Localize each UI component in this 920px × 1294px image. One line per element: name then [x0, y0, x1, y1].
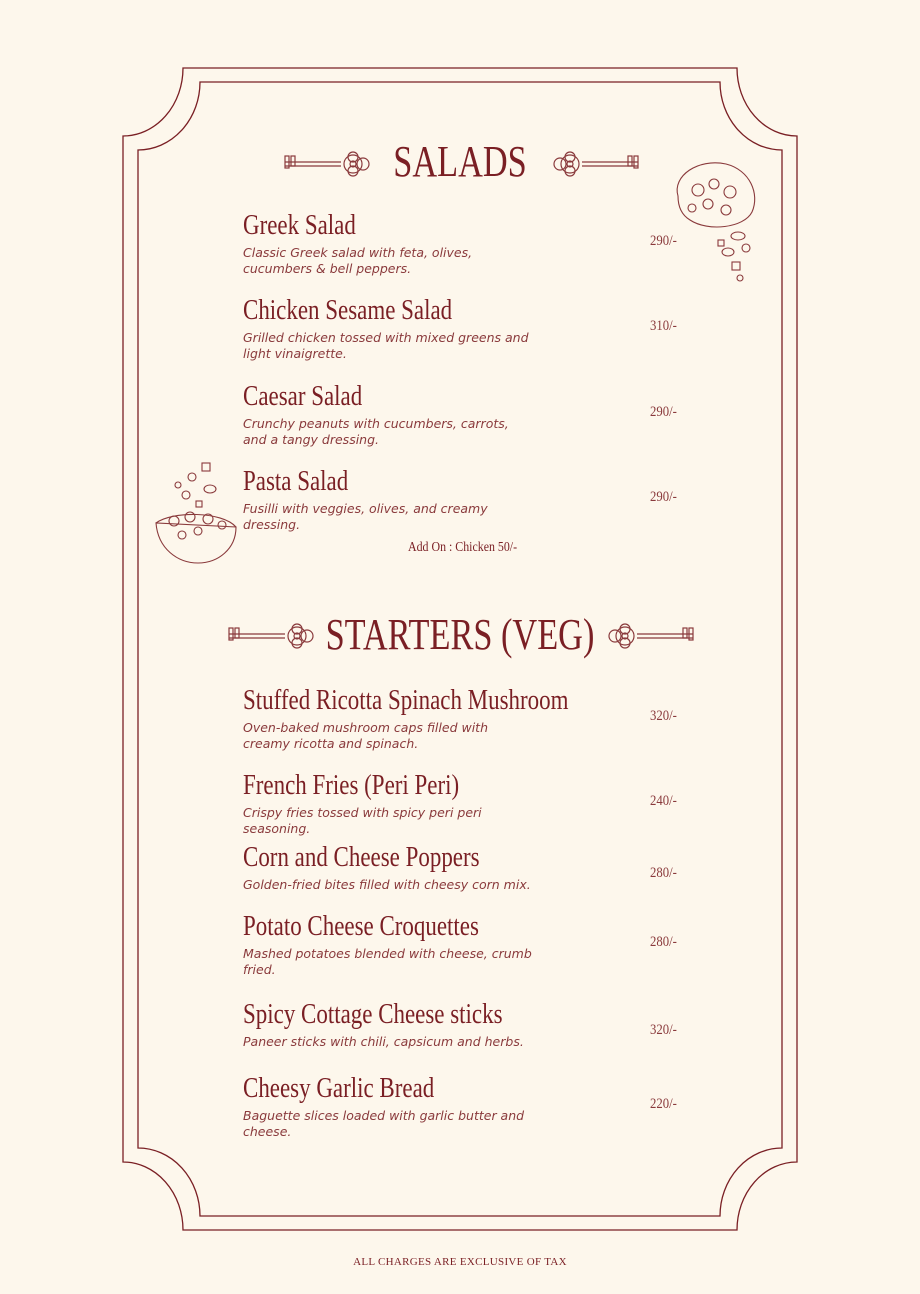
menu-item-description: Grilled chicken tossed with mixed greens and light vinaigrette.: [243, 330, 529, 361]
menu-item: [243, 1074, 683, 1140]
menu-item-name: Stuffed Ricotta Spinach Mushroom: [243, 685, 569, 716]
menu-item-price: 320/-: [650, 1022, 677, 1038]
salad-bowl-icon: [152, 455, 240, 567]
menu-item-name: Cheesy Garlic Bread: [243, 1073, 435, 1104]
menu-item-price: 240/-: [650, 793, 677, 809]
menu-item-name: Chicken Sesame Salad: [243, 295, 453, 326]
tax-footnote: ALL CHARGES ARE EXCLUSIVE OF TAX: [353, 1256, 567, 1268]
menu-item-price: 290/-: [650, 489, 677, 505]
menu-item-name: Caesar Salad: [243, 381, 363, 412]
menu-item: [243, 382, 683, 448]
menu-item-description: Golden-fried bites filled with cheesy corn mix.: [243, 877, 531, 892]
menu-item-name: Spicy Cottage Cheese sticks: [243, 999, 503, 1030]
addon-note: Add On : Chicken 50/-: [408, 540, 518, 555]
menu-item: [243, 686, 683, 752]
menu-item-price: 280/-: [650, 934, 677, 950]
menu-item: [243, 771, 683, 837]
menu-item-description: Fusilli with veggies, olives, and creamy dressing.: [243, 501, 488, 532]
menu-item: [243, 912, 683, 978]
menu-item-name: Potato Cheese Croquettes: [243, 911, 479, 942]
menu-item-price: 290/-: [650, 404, 677, 420]
menu-item: [243, 296, 683, 362]
menu-item: [243, 467, 683, 533]
menu-item-name: French Fries (Peri Peri): [243, 770, 460, 801]
menu-item-description: Mashed potatoes blended with cheese, crumb fried.: [243, 946, 532, 977]
menu-item-price: 280/-: [650, 865, 677, 881]
menu-item-description: Oven-baked mushroom caps filled with creamy ricotta and spinach.: [243, 720, 489, 751]
menu-item: [243, 211, 683, 277]
menu-item-price: 320/-: [650, 708, 677, 724]
section-title-salads: SALADS: [393, 137, 527, 186]
menu-item-name: Corn and Cheese Poppers: [243, 842, 480, 873]
menu-item-description: Crispy fries tossed with spicy peri peri seasoning.: [243, 805, 482, 836]
menu-item-price: 310/-: [650, 318, 677, 334]
menu-item-description: Classic Greek salad with feta, olives, cucumbers & bell peppers.: [243, 245, 473, 276]
menu-item-description: Baguette slices loaded with garlic butter and cheese.: [243, 1108, 525, 1139]
menu-item-price: 290/-: [650, 233, 677, 249]
menu-item-name: Greek Salad: [243, 210, 356, 241]
menu-item-price: 220/-: [650, 1096, 677, 1112]
menu-item: [243, 843, 683, 893]
section-title-starters-veg: STARTERS (VEG): [325, 610, 595, 659]
menu-item-description: Paneer sticks with chili, capsicum and herbs.: [243, 1034, 524, 1049]
menu-item-name: Pasta Salad: [243, 466, 349, 497]
menu-item-description: Crunchy peanuts with cucumbers, carrots, and a tangy dressing.: [243, 416, 509, 447]
menu-item: [243, 1000, 683, 1050]
